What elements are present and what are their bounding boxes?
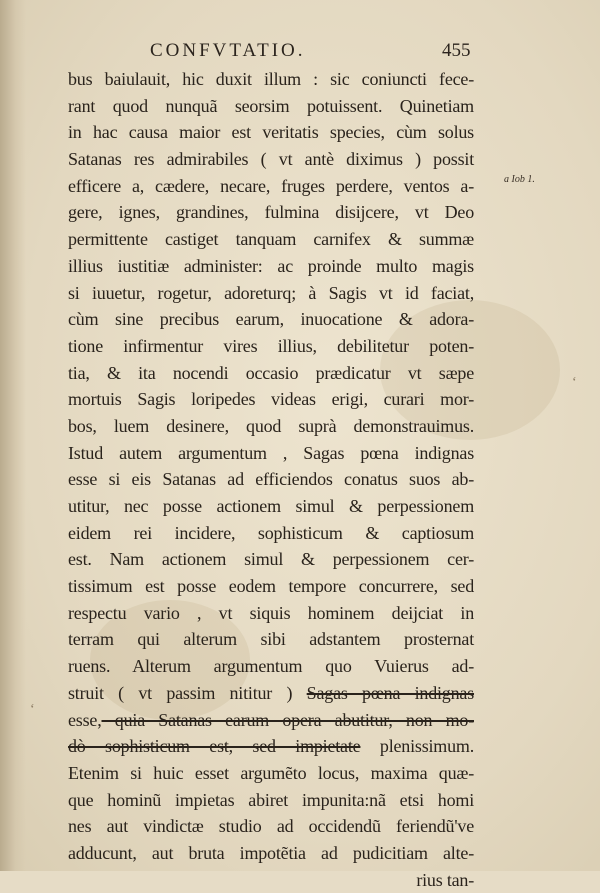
text-line: illius iustitiæ administer: ac proinde multo magis bbox=[68, 255, 474, 276]
text-span: struit ( vt passim nititur ) bbox=[68, 682, 293, 703]
text-line: nes aut vindictæ studio ad occidendũ feriendũ've bbox=[68, 816, 474, 837]
text-span: plenissimum. bbox=[360, 736, 475, 757]
text-line: rant quod nunquã seorsim potuissent. Quinetiam bbox=[68, 95, 474, 116]
struck-text: dò sophisticum est, sed impietate bbox=[68, 736, 361, 757]
text-line: bos, luem desinere, quod suprà demonstrauimus. bbox=[68, 415, 474, 436]
text-line: terram qui alterum sibi adstantem prosternat bbox=[68, 629, 474, 650]
page-number: 455 bbox=[442, 40, 471, 61]
text-line bbox=[68, 680, 474, 707]
text-line: esse si eis Satanas ad efficiendos conatus suos ab- bbox=[68, 469, 474, 490]
running-head: CONFVTATIO. bbox=[150, 40, 306, 61]
margin-mark: ‘ bbox=[30, 702, 35, 717]
text-line: respectu vario , vt siquis hominem deijciat in bbox=[68, 602, 474, 623]
text-line: Satanas res admirabiles ( vt antè diximus ) possit bbox=[68, 149, 474, 170]
text-line: mortuis Sagis loripedes videas erigi, curari mor- bbox=[68, 389, 474, 410]
text-line: eidem rei incidere, sophisticum & captiosum bbox=[68, 522, 474, 543]
text-line: utitur, nec posse actionem simul & perpessionem bbox=[68, 496, 474, 516]
text-span: esse, bbox=[68, 709, 102, 730]
text-line: tione infirmentur vires illius, debilitetur poten- bbox=[68, 335, 474, 356]
text-line: tissimum est posse eodem tempore concurrere, sed bbox=[68, 576, 474, 597]
text-line: si iuuetur, rogetur, adoreturq; à Sagis vt id faciat, bbox=[68, 282, 474, 303]
catchword: rius tan- bbox=[416, 869, 474, 890]
text-line: cùm sine precibus earum, inuocatione & adora- bbox=[68, 309, 474, 330]
text-line: adducunt, aut bruta impotẽtia ad pudicitiam alte- bbox=[68, 842, 474, 863]
body-text bbox=[68, 66, 474, 893]
text-line: gere, ignes, grandines, fulmina disijcere, vt Deo bbox=[68, 202, 474, 223]
text-line: tia, & ita nocendi occasio prædicatur vt sæpe bbox=[68, 362, 474, 383]
margin-mark: ‘ bbox=[572, 375, 577, 390]
text-line: Istud autem argumentum , Sagas pœna indignas bbox=[68, 442, 474, 463]
text-line: permittente castiget tanquam carnifex & summæ bbox=[68, 229, 474, 250]
text-line: ruens. Alterum argumentum quo Vuierus ad- bbox=[68, 656, 474, 677]
struck-text: Sagas pœna indignas bbox=[306, 682, 475, 703]
text-line: in hac causa maior est veritatis species, cùm solus bbox=[68, 122, 474, 143]
text-line: que hominũ impietas abiret impunita:nã etsi homi bbox=[68, 789, 474, 810]
struck-text: quia Satanas earum opera abutitur, non mo- bbox=[101, 709, 474, 730]
text-line: bus baiulauit, hic duxit illum : sic coniuncti fece- bbox=[68, 69, 474, 89]
text-line bbox=[68, 733, 474, 760]
text-line bbox=[68, 707, 474, 734]
text-line: est. Nam actionem simul & perpessionem cer- bbox=[68, 549, 474, 570]
page-gutter bbox=[0, 0, 26, 871]
marginal-note: a Iob 1. bbox=[504, 174, 535, 185]
text-line: Etenim si huic esset argumẽto locus, maxima quæ- bbox=[68, 762, 474, 783]
text-line: efficere a, cædere, necare, fruges perdere, ventos a- bbox=[68, 175, 474, 196]
